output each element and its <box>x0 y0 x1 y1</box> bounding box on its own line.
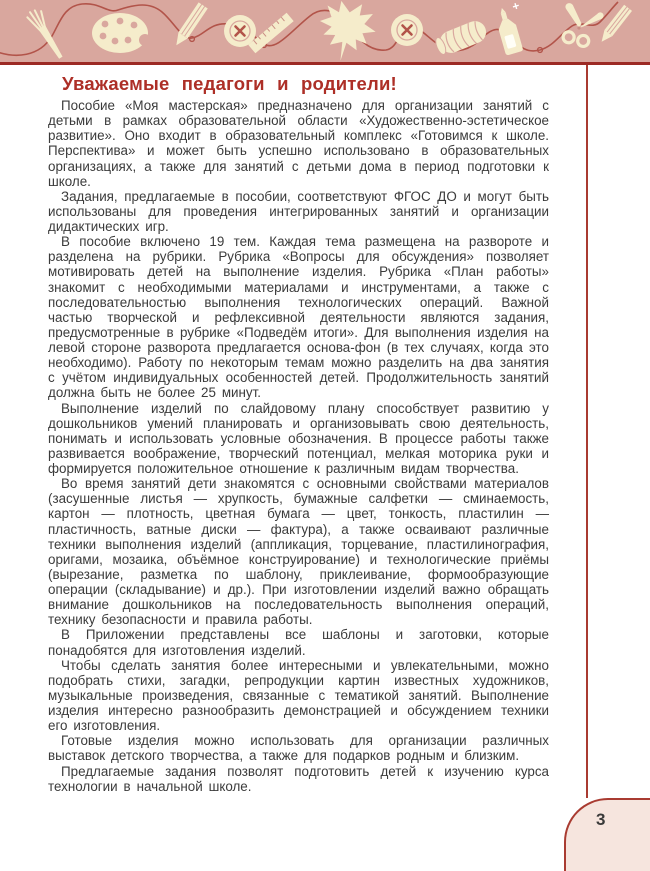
right-margin-rule <box>586 65 588 798</box>
paragraph: Предлагаемые задания позволят подготовить детей к изучению курса технологии в начальной школе. <box>48 763 549 794</box>
decorative-header-band <box>0 0 650 65</box>
page-number-tab <box>564 798 650 871</box>
pencil-icon <box>172 2 208 48</box>
palette-icon <box>92 13 151 53</box>
paragraph: Готовые изделия можно использовать для организации различных выставок детского творчества, а также для подарков родным и близким. <box>48 733 549 764</box>
button-icon <box>391 14 423 46</box>
scissors-icon <box>555 1 605 50</box>
button-icon <box>224 15 256 47</box>
paragraph: В Приложении представлены все шаблоны и заготовки, которые понадобятся для изготовления изделий. <box>48 627 549 658</box>
craft-icons-strip <box>0 0 650 62</box>
paragraph: Задания, предлагаемые в пособии, соответствуют ФГОС ДО и могут быть использованы для проведения интегрированных занятий и организации дидактических игр. <box>48 188 549 234</box>
paragraph: Пособие «Моя мастерская» предназначено для организации занятий с детьми в рамках образовательной области «Художественно-эстетическое развитие». Оно входит в образовательный комплекс «Готовимся к школе. Перспектива» и может быть успешно использовано в образовательных организациях, а также для занятий с детьми дома в период подготовки к школе. <box>48 98 549 189</box>
body-text <box>48 98 549 794</box>
paragraph: Выполнение изделий по слайдовому плану способствует развитию у дошкольников умений планировать и организовывать свою деятельность, понимать и использовать условные обозначения. В процессе работы также развивается воображение, творческий потенциал, мелкая моторика руки и формируется положительное отношение к различным видам творчества. <box>48 400 549 476</box>
paragraph: В пособие включено 19 тем. Каждая тема размещена на развороте и разделена на рубрики. Рубрика «Вопросы для обсуждения» позволяет мотивировать детей на выполнение изделия. Рубрика «План работы» знакомит с необходимыми материалами и инструментами, а также с последовательностью выполнения технологических операций. Важной частью творческой и рефлексивной деятельности являются задания, предусмотренные в рубрике «Подведём итоги». Для выполнения изделия на левой стороне разворота предлагается основа-фон (в тех случаях, когда это необходимо). Работу по некоторым темам можно разделить на два занятия с учётом индивидуальных особенностей детей. Продолжительность занятий должна быть не более 25 минут. <box>48 234 549 401</box>
thread-spool-icon <box>433 18 489 58</box>
pencil-icon <box>598 5 632 45</box>
page-title: Уважаемые педагоги и родители! <box>62 73 397 94</box>
paragraph: Во время занятий дети знакомятся с основными свойствами материалов (засушенные листья — хрупкость, бумажные салфетки — сминаемость, картон — плотность, цветная бумага — цвет, тонкость, пластилин — пластичность, ватные диски — фактура), а также осваивают различные техники выполнения изделий (аппликация, торцевание, пластилинография, оригами, мозаика, объёмное конструирование) и технологические приёмы (вырезание, разметка по шаблону, приклеивание, формообразующие операции (складывание) и др.). При изготовлении изделий важно обращать внимание дошкольников на последовательность выполнения операций, технику безопасности и правила работы. <box>48 476 549 628</box>
paragraph: Чтобы сделать занятия более интересными и увлекательными, можно подобрать стихи, загадки, репродукции картин известных художников, музыкальные произведения, связанные с тематикой занятий. Выполнение изделия интересно разнообразить демонстрацией и обсуждением техники его изготовления. <box>48 657 549 734</box>
maple-leaf-icon <box>313 0 381 62</box>
page-number: 3 <box>596 810 606 829</box>
